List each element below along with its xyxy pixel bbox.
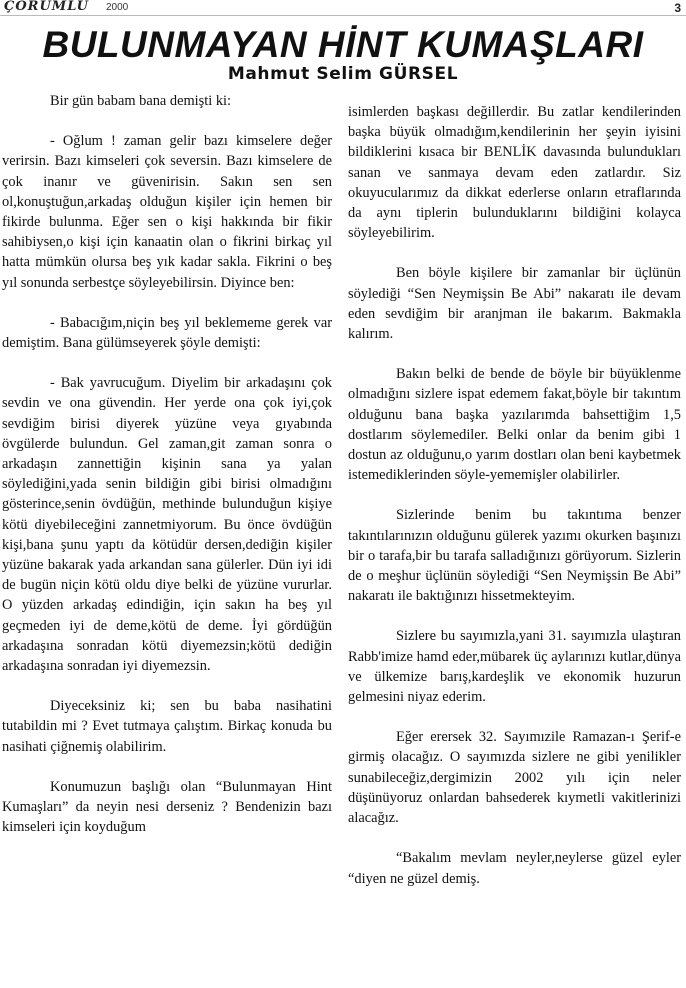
text-column-left <box>2 91 332 858</box>
paragraph: Sizlere bu sayımızla,yani 31. sayımızla ulaştıran Rabb'imize hamd eder,mübarek üç aylarınızı kutlar,dünya ve ülkemize barış,kardeşlik ve ekonomik huzurun gelmesini niyaz ederim. <box>348 628 681 706</box>
text-column-right <box>348 102 681 909</box>
paragraph: - Babacığım,niçin beş yıl beklememe gerek var demiştim. Bana gülümseyerek şöyle demişti: <box>2 314 332 352</box>
paragraph: Eğer erersek 32. Sayımızile Ramazan-ı Şerif-e girmiş olacağız. O sayımızda sizlere ne gibi yenilikler sunabileceğiz,dergimizin 2002 yılı için neler düşünüyoruz onlardan bahsederek kıymetli vakitlerinizi alacağız. <box>348 729 681 827</box>
paragraph: “Bakalım mevlam neyler,neylerse güzel eyler “diyen ne güzel demiş. <box>348 850 681 887</box>
paragraph: Bakın belki de bende de böyle bir büyüklenme olmadığını sizlere ispat edemem fakat,böyle bir takıntım olduğunu bana başka yazılarımda bahsettiğim 1,5 dostlarım söylemediler. Belki onlar da benim gibi 1 dostun az olduğunu,o yarım dostları olan beni kaybetmek istemediklerinden söyle-yememişler olabilirler. <box>348 366 681 484</box>
article-title: BULUNMAYAN HİNT KUMAŞLARI <box>42 24 644 65</box>
header-divider <box>0 15 686 16</box>
article-author: Mahmut Selim GÜRSEL <box>227 64 459 84</box>
paragraph: Sizlerinde benim bu takıntıma benzer takıntılarınızın olduğunu gülerek yazımı okurken başınızı bir o tarafa,bir bu tarafa salladığınızı görüyorum. Sizlerin de o meşhur üçlünün söylediği “Sen Neymişsin Be Abi” nakaratı ile baktığınızı hissetmekteyim. <box>348 507 681 605</box>
paragraph: Konumuzun başlığı olan “Bulunmayan Hint Kumaşları” da neyin nesi derseniz ? Bendenizin bazı kimseleri için koyduğum <box>2 778 332 836</box>
paragraph: - Oğlum ! zaman gelir bazı kimselere değer verirsin. Bazı kimseleri çok seversin. Bazı kimselere de çok inanır ve güvenirisin. Sakın sen sen ol,konuştuğun,arkadaş olduğun kişiler için hemen bir fikirde bulunma. Eğer sen o kişi hakkında bir fikir sahibiysen,o kişi için kanaatin olan o fikrini birkaç yıl hatta mümkün olursa beş yık kadar sakla. Fikrini o beş yıl sonunda serbestçe söyleyebilirsin. Diyince ben: <box>2 133 332 291</box>
issue-year: 2000 <box>106 2 129 13</box>
paragraph: Bir gün babam bana demişti ki: <box>50 93 232 109</box>
paragraph: - Bak yavrucuğum. Diyelim bir arkadaşını çok sevdin ve ona güvendin. Her yerde ona çok iyi,çok sevdiğim birisi diyerek yüzüne veya gıyabında övgülerde bulundun. Gel zaman,git zaman sonra o arkadaşın zannettiğin kişinin sana ya yalan söylediğini,yada senin bildiğin gibi birisi olmadığını gösterince,senin övdüğün, methinde bulunduğun kişiye kötü diyebileceğini zannetmiyorum. Bu önce övdüğün kişi,bana şunu yaptı da kötüdür dersen,dediğin kişiler yüzüne bakarak yada arkandan sana gülerler. Dün iyi idi de bugün niçin kötü oldu diye belki de yüzüne vururlar. O yüzden arkadaş edindiğin, için sakın ha beş yıl geçmeden iyi de deme,kötü de deme. İyi gördüğün arkadaşına sonradan kötü diyemezsin;kötü dediğin arkadaşına sonradan iyi diyemezsin. <box>2 375 332 675</box>
magazine-logo: ÇORUMLU <box>4 0 89 14</box>
page-header <box>0 0 686 16</box>
paragraph: Ben böyle kişilere bir zamanlar bir üçlünün söylediği “Sen Neymişsin Be Abi” nakaratı ile devam eden sevdiğim bir aranjman ile bakarım. Bakmakla kalırım. <box>348 265 681 343</box>
page-number: 3 <box>674 1 681 15</box>
paragraph: isimlerden başkası değillerdir. Bu zatlar kendilerinden başka büyük olmadığım,kendilerinin her şeyin iyisini bildiklerini kısaca bir BENLİK davasında bulundukları sanan ve sanmaya devam eden zatlardır. Siz okuyucularımız da dikkat ederlerse onların etraflarında da aynı tiplerin bulunduklarını bildiğini kolayca söyleyebilirim. <box>348 104 681 242</box>
paragraph: Diyeceksiniz ki; sen bu baba nasihatini tutabildin mi ? Evet tutmaya çalıştım. Birkaç konuda bu nasihati çiğnemiş olabilirim. <box>2 698 332 755</box>
